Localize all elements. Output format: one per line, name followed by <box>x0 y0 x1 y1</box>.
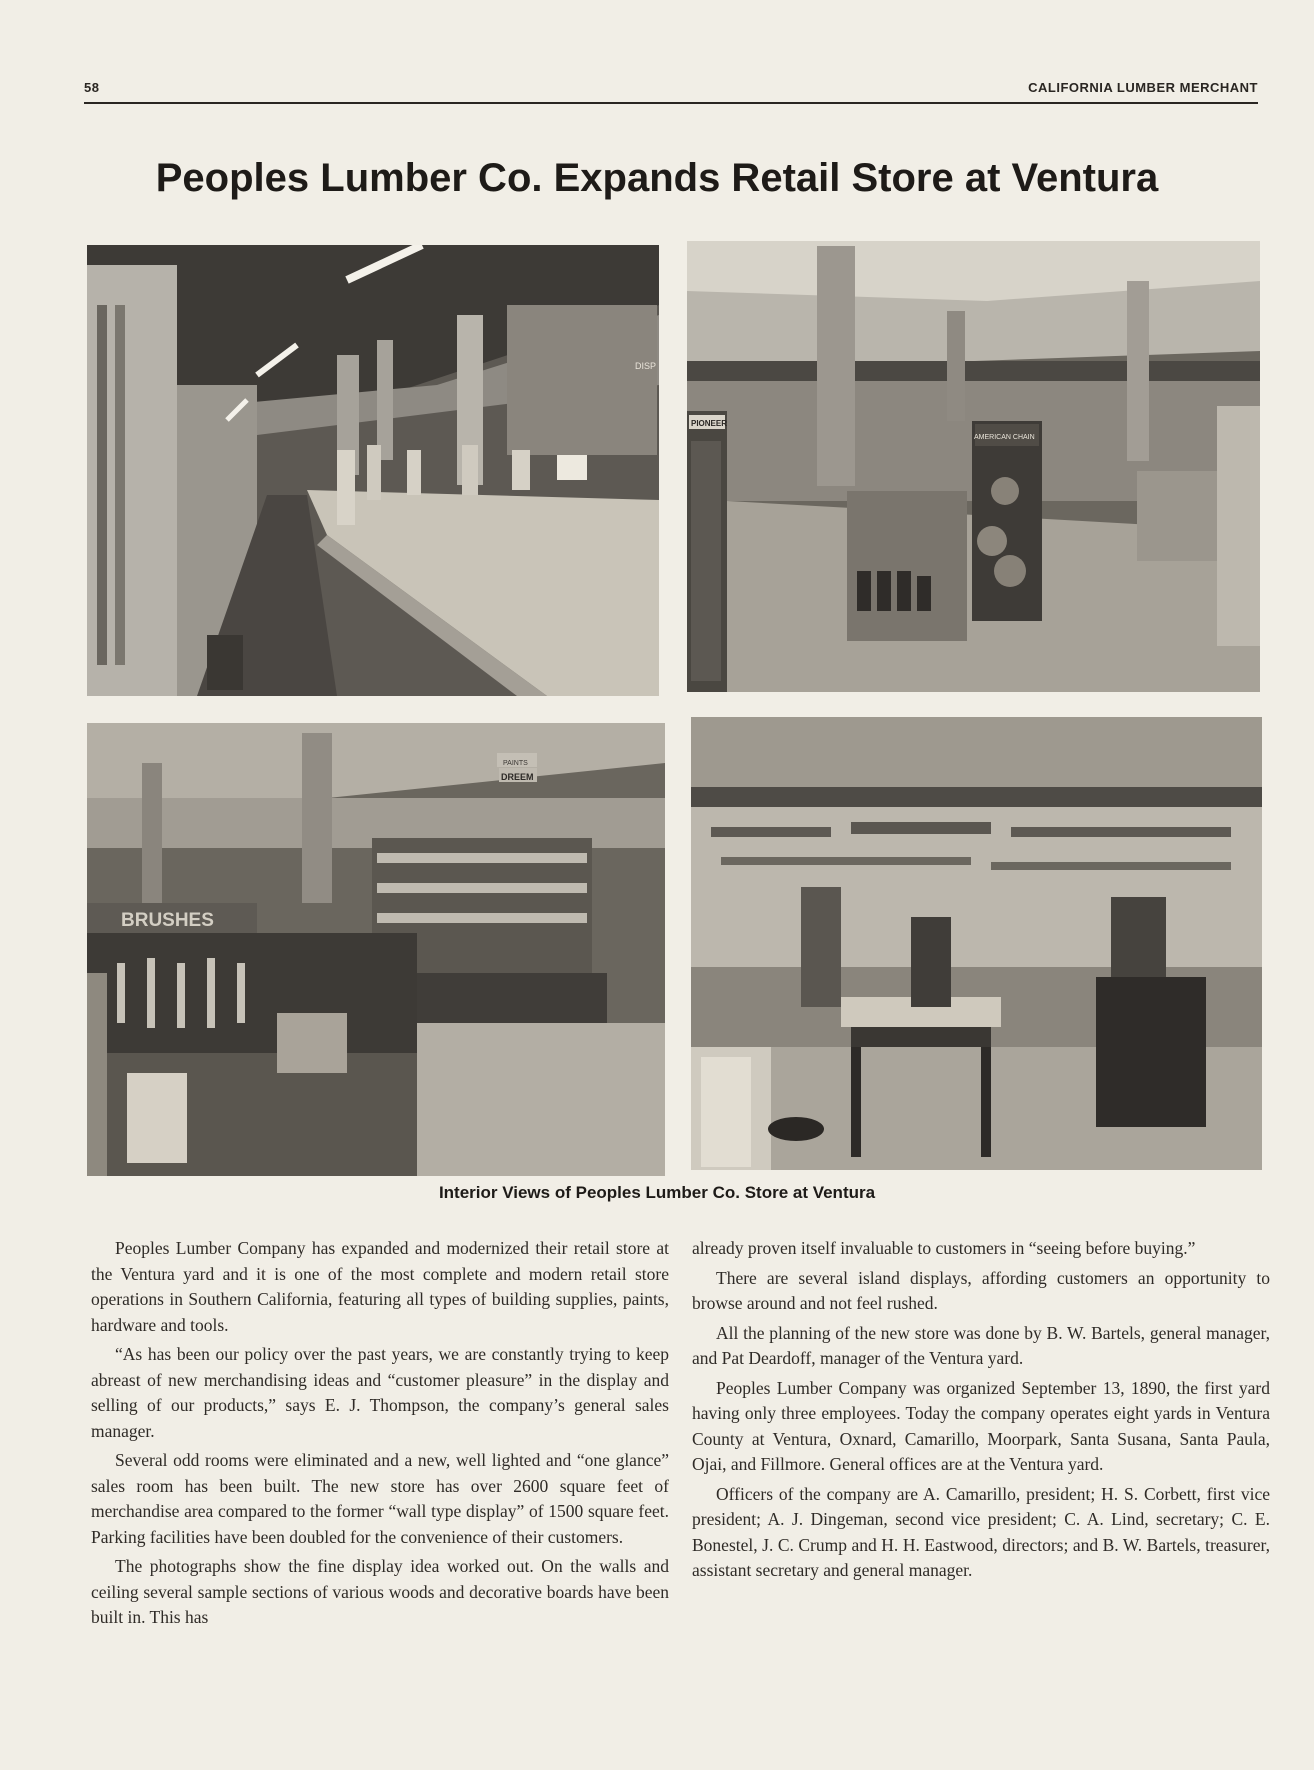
photo-sign-disp: DISP <box>635 361 657 371</box>
photo-sales-counter <box>87 245 659 696</box>
article-column-right <box>692 1236 1270 1588</box>
photo-sign-american-chain: AMERICAN CHAIN <box>974 434 1035 441</box>
paragraph-continuation: already proven itself invaluable to customers in “seeing before buying.” <box>692 1238 1196 1258</box>
paragraph: The photographs show the fine display idea worked out. On the walls and ceiling several sample sections of various woods and decorative boards have been built in. This has <box>91 1556 669 1627</box>
photo-hand-tools <box>691 717 1262 1170</box>
article-title: Peoples Lumber Co. Expands Retail Store at Ventura <box>155 156 1159 200</box>
article-column-left <box>91 1236 669 1635</box>
paragraph: Officers of the company are A. Camarillo, president; H. S. Corbett, first vice president; A. J. Dingeman, second vice president; C. A. Lind, secretary; C. E. Bonestel, J. C. Crump and H. H. Eastwood, directors; and B. W. Bartels, treasurer, assistant secretary and general manager. <box>692 1483 1270 1580</box>
paragraph: There are several island displays, affording customers an opportunity to browse around and not feel rushed. <box>692 1267 1270 1313</box>
paragraph: “As has been our policy over the past years, we are constantly trying to keep abreast of new merchandising ideas and “customer pleasure” in the display and selling of our products,” says E. J. Thompson, the company’s general sales manager. <box>91 1344 669 1441</box>
photo-sign-brushes: BRUSHES <box>121 910 214 931</box>
publication-name: CALIFORNIA LUMBER MERCHANT <box>1028 80 1258 95</box>
photo-sign-dreem: DREEM <box>501 772 534 782</box>
photo-sign-paints: PAINTS <box>503 760 528 767</box>
photo-sign-pioneer: PIONEER <box>691 419 728 428</box>
photo-island-displays <box>687 241 1260 692</box>
paragraph: Peoples Lumber Company has expanded and modernized their retail store at the Ventura yard and it is one of the most complete and modern retail store operations in Southern California, featuring all types of building supplies, paints, hardware and tools. <box>91 1238 669 1335</box>
photo-brushes-paints <box>87 723 665 1176</box>
paragraph: All the planning of the new store was done by B. W. Bartels, general manager, and Pat Deardoff, manager of the Ventura yard. <box>692 1322 1270 1368</box>
photo-caption: Interior Views of Peoples Lumber Co. Store at Ventura <box>438 1183 876 1202</box>
paragraph: Peoples Lumber Company was organized September 13, 1890, the first yard having only three employees. Today the company operates eight yards in Ventura County at Ventura, Oxnard, Camarillo, Moorpark, Santa Susana, Santa Paula, Ojai, and Fillmore. General offices are at the Ventura yard. <box>692 1377 1270 1474</box>
page-number: 58 <box>84 80 100 95</box>
paragraph: Several odd rooms were eliminated and a new, well lighted and “one glance” sales room has been built. The new store has over 2600 square feet of merchandise area compared to the former “wall type display” of 1500 square feet. Parking facilities have been doubled for the convenience of their customers. <box>91 1450 669 1547</box>
page-header <box>84 76 1258 104</box>
